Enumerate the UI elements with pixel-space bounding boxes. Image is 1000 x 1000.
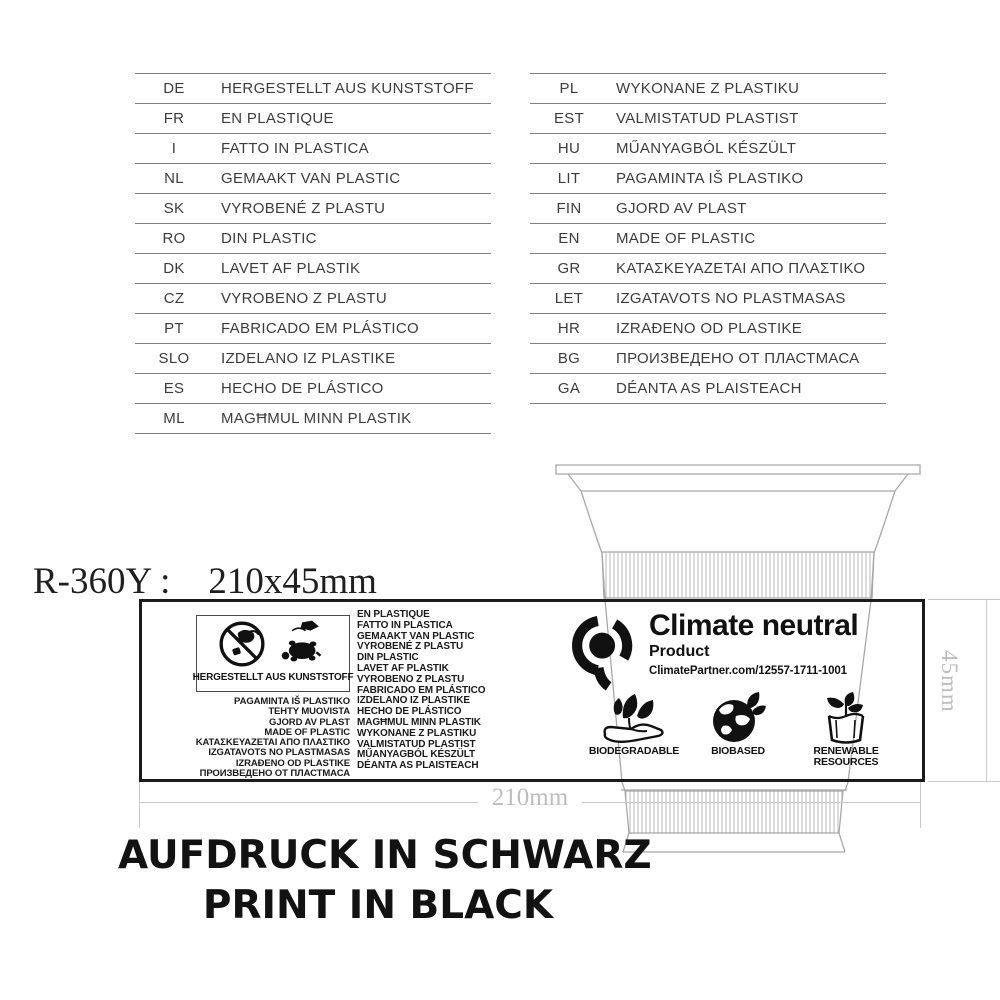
climatepartner-logo: [567, 612, 641, 694]
translation-text: WYKONANE Z PLASTIKU: [616, 80, 800, 97]
language-code: GR: [557, 260, 581, 277]
dim-height-label: 45mm: [937, 650, 962, 713]
translation-text: PAGAMINTA IŠ PLASTIKO: [616, 170, 804, 187]
label-translation-line: DÉANTA AS PLAISTEACH: [357, 760, 479, 772]
language-code: EN: [558, 230, 580, 247]
table-row: [135, 313, 491, 343]
table-row: [530, 343, 886, 373]
translation-text: FABRICADO EM PLÁSTICO: [221, 320, 420, 337]
label-translation-line: IZDELANO IZ PLASTIKE: [357, 695, 471, 707]
language-code: ES: [163, 380, 185, 397]
translation-text: ПРОИЗВЕДЕНО ОТ ПЛАСТМАСА: [616, 350, 860, 367]
language-code: LIT: [557, 170, 581, 187]
label-translation-line: HECHO DE PLÁSTICO: [357, 706, 462, 718]
label-translation-line: IZRAĐENO OD PLASTIKE: [235, 757, 350, 769]
table-row: [530, 193, 886, 223]
table-row: [135, 253, 491, 283]
language-code: PT: [164, 320, 184, 337]
sup-caption: HERGESTELLT AUS KUNSTSTOFF: [192, 672, 354, 683]
translation-text: MŰANYAGBÓL KÉSZÜLT: [616, 140, 797, 157]
label-translations-middle: [357, 610, 572, 772]
label-translation-line: MŰANYAGBÓL KÉSZÜLT: [357, 749, 476, 761]
translation-text: VALMISTATUD PLASTIST: [616, 110, 799, 127]
translation-text: IZRAĐENO OD PLASTIKE: [616, 320, 803, 337]
eco-label: RENEWABLE RESOURCES: [813, 745, 879, 768]
dim-width-line-right: [582, 802, 921, 803]
language-code: NL: [164, 170, 184, 187]
no-littering-icon: [217, 619, 267, 669]
language-code: LET: [554, 290, 584, 307]
translation-table-right: [530, 73, 886, 404]
translation-text: DIN PLASTIC: [221, 230, 317, 247]
print-note-en: PRINT IN BLACK: [202, 883, 554, 928]
language-code: ML: [163, 410, 185, 427]
translation-text: VYROBENO Z PLASTU: [221, 290, 387, 307]
translation-text: DÉANTA AS PLAISTEACH: [616, 380, 802, 397]
label-translation-line: VYROBENÉ Z PLASTU: [357, 641, 464, 653]
translation-text: ΚΑΤΑΣΚΕΥΑΖΕΤΑΙ ΑΠΟ ΠΛΑΣΤΙΚΟ: [616, 260, 866, 277]
table-row: [135, 103, 491, 133]
translation-text: MADE OF PLASTIC: [616, 230, 756, 247]
label-translation-line: IZGATAVOTS NO PLASTMASAS: [208, 747, 350, 759]
translation-text: GEMAAKT VAN PLASTIC: [221, 170, 401, 187]
label-translation-line: GEMAAKT VAN PLASTIC: [357, 630, 475, 642]
biodegradable-badge: [570, 688, 698, 757]
translation-text: FATTO IN PLASTICA: [221, 140, 369, 157]
language-code: HR: [557, 320, 581, 337]
language-code: PL: [559, 80, 579, 97]
translation-text: IZDELANO IZ PLASTIKE: [221, 350, 396, 367]
table-row: [135, 133, 491, 163]
label-translation-line: VALMISTATUD PLASTIST: [357, 738, 476, 750]
label-translation-line: MAGĦMUL MINN PLASTIK: [357, 716, 481, 728]
label-translation-line: PAGAMINTA IŠ PLASTIKO: [234, 696, 350, 707]
dim-height-ext-top: [928, 599, 1000, 600]
language-code: HU: [557, 140, 581, 157]
translation-text: IZGATAVOTS NO PLASTMASAS: [616, 290, 846, 307]
language-code: DE: [163, 80, 185, 97]
translation-text: HECHO DE PLÁSTICO: [221, 380, 384, 397]
label-strip: [139, 599, 925, 782]
print-note-de: AUFDRUCK IN SCHWARZ: [118, 833, 652, 878]
label-translation-line: ΚΑΤΑΣΚΕΥΑΖΕΤΑΙ ΑΠΟ ΠΛΑΣΤΙΚΟ: [195, 737, 350, 749]
renewable-resources-icon: [819, 690, 873, 744]
climate-title: Climate neutral: [649, 609, 859, 642]
eco-label: BIOBASED: [711, 745, 765, 757]
translation-text: MAGĦMUL MINN PLASTIK: [221, 410, 412, 427]
table-row: [135, 373, 491, 403]
table-row: [530, 73, 886, 103]
model-size: 210x45mm: [208, 561, 377, 602]
table-row: [530, 103, 886, 133]
language-code: I: [171, 140, 177, 157]
biodegradable-icon: [601, 688, 667, 744]
language-code: FIN: [556, 200, 582, 217]
translation-text: HERGESTELLT AUS KUNSTSTOFF: [221, 80, 474, 97]
dim-width-line-left: [139, 802, 478, 803]
table-row: [135, 283, 491, 313]
model-code: R-360Y :: [33, 561, 171, 602]
dim-width-label: 210mm: [491, 784, 569, 811]
table-row: [135, 223, 491, 253]
translation-text: LAVET AF PLASTIK: [221, 260, 361, 277]
table-row: [530, 223, 886, 253]
table-row: [135, 73, 491, 103]
label-translation-line: LAVET AF PLASTIK: [357, 662, 449, 674]
climate-neutral-block: [565, 610, 927, 690]
table-row: [135, 193, 491, 223]
language-code: FR: [163, 110, 185, 127]
language-code: RO: [162, 230, 186, 247]
label-translation-line: ПРОИЗВЕДЕНО ОТ ПЛАСТМАСА: [199, 768, 350, 780]
climate-subtitle: Product: [649, 643, 710, 660]
table-row: [530, 163, 886, 193]
biobased-icon: [709, 692, 767, 744]
dim-width-tick-left: [139, 782, 140, 828]
table-row: [530, 373, 886, 403]
climate-url: ClimatePartner.com/12557-1711-1001: [649, 665, 847, 677]
eco-label: BIODEGRADABLE: [588, 745, 680, 757]
language-code: GA: [557, 380, 581, 397]
label-translations-left: [142, 697, 350, 779]
label-translation-line: WYKONANE Z PLASTIKU: [357, 727, 477, 739]
table-row: [135, 403, 491, 433]
renewable-resources-badge: [792, 690, 900, 768]
translation-table-left: [135, 73, 491, 434]
language-code: BG: [557, 350, 581, 367]
label-translation-line: FABRICADO EM PLÁSTICO: [357, 684, 486, 696]
table-row: [135, 343, 491, 373]
sup-marking-box: [192, 615, 354, 692]
label-translation-line: MADE OF PLASTIC: [264, 726, 350, 738]
language-code: EST: [553, 110, 585, 127]
label-translation-line: EN PLASTIQUE: [357, 609, 430, 620]
table-row: [530, 283, 886, 313]
dim-height-ext-bottom: [928, 781, 1000, 782]
table-row: [530, 133, 886, 163]
language-code: DK: [163, 260, 185, 277]
language-code: CZ: [163, 290, 185, 307]
table-row: [135, 163, 491, 193]
dim-width-tick-right: [920, 782, 921, 828]
label-translation-line: FATTO IN PLASTICA: [357, 619, 453, 631]
language-code: SLO: [158, 350, 190, 367]
dim-height-line: [986, 599, 987, 782]
table-row: [530, 313, 886, 343]
label-translation-line: DIN PLASTIC: [357, 652, 419, 664]
label-translation-line: GJORD AV PLAST: [269, 716, 350, 728]
label-translation-line: VYROBENO Z PLASTU: [357, 673, 465, 685]
biobased-badge: [688, 692, 788, 757]
translation-text: VYROBENÉ Z PLASTU: [221, 200, 386, 217]
table-row: [530, 253, 886, 283]
translation-text: GJORD AV PLAST: [616, 200, 747, 217]
translation-text: EN PLASTIQUE: [221, 110, 334, 127]
model-size-title: [33, 560, 377, 603]
turtle-plastic-icon: [277, 619, 329, 669]
language-code: SK: [163, 200, 185, 217]
label-translation-line: TEHTY MUOVISTA: [268, 706, 350, 718]
